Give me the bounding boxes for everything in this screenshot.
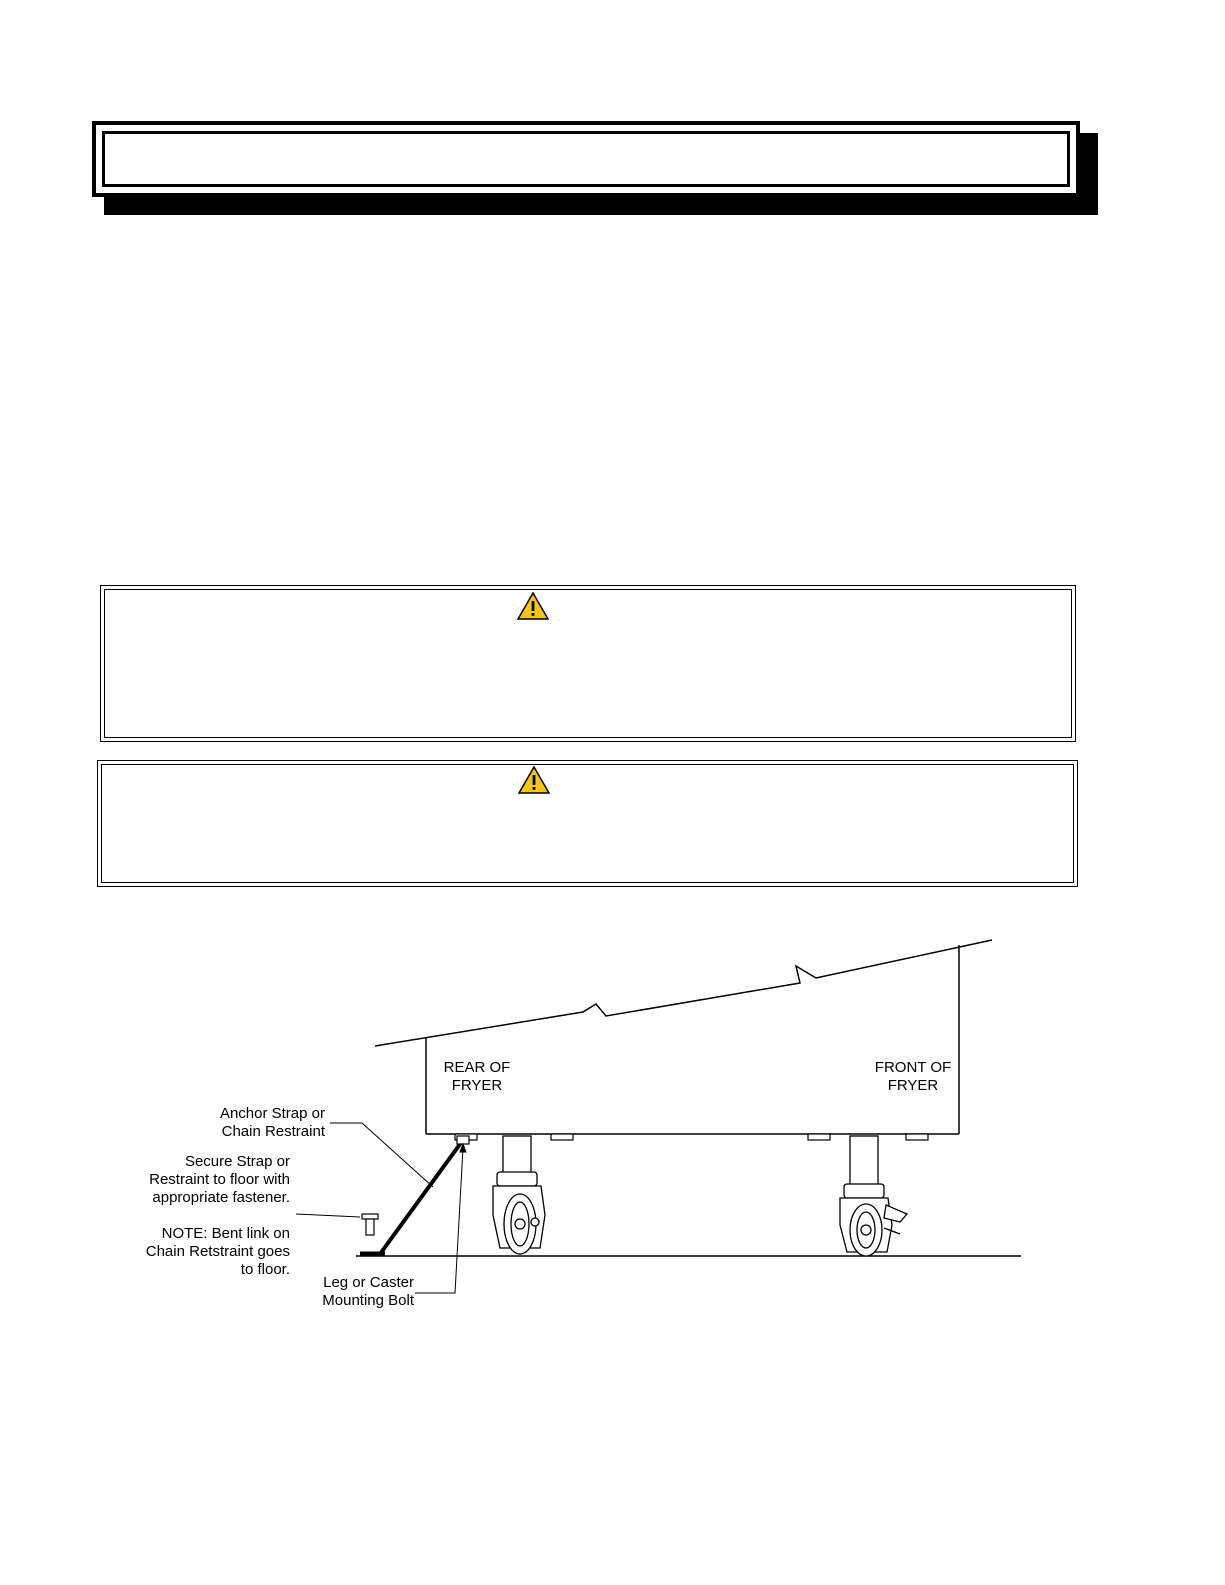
mounting-bolt-label: Leg or Caster Mounting Bolt	[322, 1274, 414, 1309]
front-caster	[840, 1136, 907, 1256]
leader-lines	[296, 1123, 466, 1293]
anchor-strap	[360, 1136, 469, 1254]
rear-of-fryer-label: REAR OF FRYER	[443, 1059, 511, 1094]
note-label: NOTE: Bent link on Chain Retstraint goes to floor.	[145, 1225, 290, 1278]
floor-fastener	[362, 1214, 378, 1235]
front-of-fryer-label: FRONT OF FRYER	[874, 1059, 952, 1094]
rear-caster	[493, 1136, 545, 1254]
fryer-top-outline	[375, 940, 992, 1046]
anchor-strap-label: Anchor Strap or Chain Restraint	[219, 1105, 325, 1140]
secure-strap-label: Secure Strap or Restraint to floor with appropriate fastener.	[149, 1153, 290, 1206]
